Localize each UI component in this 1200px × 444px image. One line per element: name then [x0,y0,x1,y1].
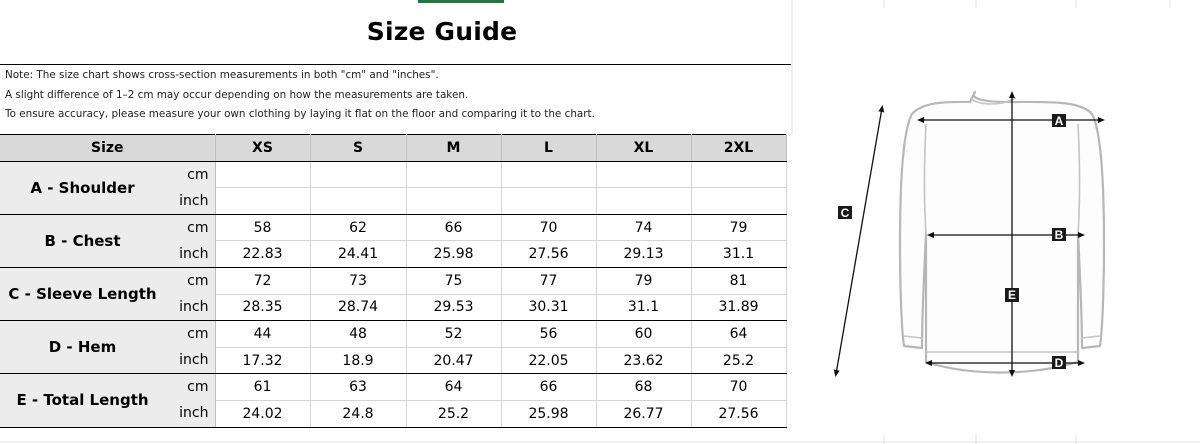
size-col-s: S [310,135,406,162]
table-cell: 70 [691,374,786,401]
table-cell: 29.53 [406,294,501,321]
table-cell: 75 [406,267,501,294]
table-cell: 20.47 [406,347,501,374]
row-label-total-length: E - Total Length [0,374,165,427]
table-cell: 64 [691,321,786,348]
table-cell [691,188,786,215]
unit-inch: inch [165,294,215,321]
table-cell: 25.2 [406,400,501,427]
table-cell: 66 [501,374,596,401]
badge-b [1052,228,1066,242]
row-label-hem: D - Hem [0,321,165,374]
table-cell: 79 [596,267,691,294]
row-label-shoulder: A - Shoulder [0,161,165,214]
table-cell: 58 [215,214,310,241]
table-cell [501,188,596,215]
table-cell: 31.1 [691,241,786,268]
table-cell: 24.02 [215,400,310,427]
table-cell: 79 [691,214,786,241]
unit-inch: inch [165,400,215,427]
page-title: Size Guide [366,17,518,46]
unit-cm: cm [165,161,215,188]
table-cell: 22.05 [501,347,596,374]
table-cell [310,188,406,215]
table-cell [215,188,310,215]
table-cell: 22.83 [215,241,310,268]
table-row [0,161,786,188]
table-cell: 25.98 [501,400,596,427]
note-line: Note: The size chart shows cross-section measurements in both "cm" and "inches". [5,69,439,81]
table-cell: 18.9 [310,347,406,374]
table-cell: 56 [501,321,596,348]
row-label-chest: B - Chest [0,214,165,267]
table-cell: 28.35 [215,294,310,321]
size-col-xs: XS [215,135,310,162]
table-cell: 72 [215,267,310,294]
size-col-m: M [406,135,501,162]
notes-block [0,64,791,135]
table-cell [691,161,786,188]
unit-inch: inch [165,347,215,374]
table-row [0,374,786,401]
table-cell: 61 [215,374,310,401]
table-header-row [0,135,786,162]
table-cell [406,188,501,215]
table-cell: 30.31 [501,294,596,321]
table-cell: 62 [310,214,406,241]
table-cell: 64 [406,374,501,401]
table-cell: 26.77 [596,400,691,427]
size-col-2xl: 2XL [691,135,786,162]
badge-a [1052,114,1066,128]
table-cell [596,188,691,215]
table-cell: 24.41 [310,241,406,268]
label-b: B [1054,228,1064,242]
table-cell: 25.2 [691,347,786,374]
unit-cm: cm [165,214,215,241]
size-header: Size [0,135,215,162]
label-d: D [1054,356,1064,370]
table-cell: 74 [596,214,691,241]
table-row [0,214,786,241]
sweatshirt-diagram [820,84,1120,384]
table-cell: 60 [596,321,691,348]
table-cell: 63 [310,374,406,401]
table-cell: 81 [691,267,786,294]
badge-d [1052,356,1066,370]
selected-cell-indicator [418,0,504,3]
unit-cm: cm [165,267,215,294]
table-row [0,321,786,348]
table-cell: 24.8 [310,400,406,427]
unit-inch: inch [165,188,215,215]
table-cell: 31.1 [596,294,691,321]
badge-c [838,206,852,220]
unit-cm: cm [165,374,215,401]
table-cell: 29.13 [596,241,691,268]
table-cell: 68 [596,374,691,401]
table-cell: 70 [501,214,596,241]
table-cell: 27.56 [501,241,596,268]
table-row [0,267,786,294]
table-cell: 66 [406,214,501,241]
size-col-l: L [501,135,596,162]
table-cell: 23.62 [596,347,691,374]
table-cell [501,161,596,188]
sweatshirt-outline [900,92,1104,373]
badge-e [1005,288,1019,302]
table-cell: 31.89 [691,294,786,321]
table-cell: 28.74 [310,294,406,321]
row-label-sleeve-length: C - Sleeve Length [0,267,165,320]
label-c: C [840,206,850,220]
table-cell: 27.56 [691,400,786,427]
measure-line-c [836,108,882,374]
table-cell: 52 [406,321,501,348]
table-cell [310,161,406,188]
size-col-xl: XL [596,135,691,162]
unit-cm: cm [165,321,215,348]
table-cell [215,161,310,188]
table-cell: 17.32 [215,347,310,374]
table-cell [596,161,691,188]
label-a: A [1054,114,1064,128]
label-e: E [1007,288,1017,302]
table-cell: 25.98 [406,241,501,268]
table-cell: 48 [310,321,406,348]
note-line: To ensure accuracy, please measure your own clothing by laying it flat on the floor and comparing it to the chart. [5,108,595,120]
table-cell [406,161,501,188]
table-cell: 44 [215,321,310,348]
note-line: A slight difference of 1–2 cm may occur depending on how the measurements are taken. [5,89,469,101]
table-cell: 73 [310,267,406,294]
table-cell: 77 [501,267,596,294]
size-table [0,134,787,428]
unit-inch: inch [165,241,215,268]
